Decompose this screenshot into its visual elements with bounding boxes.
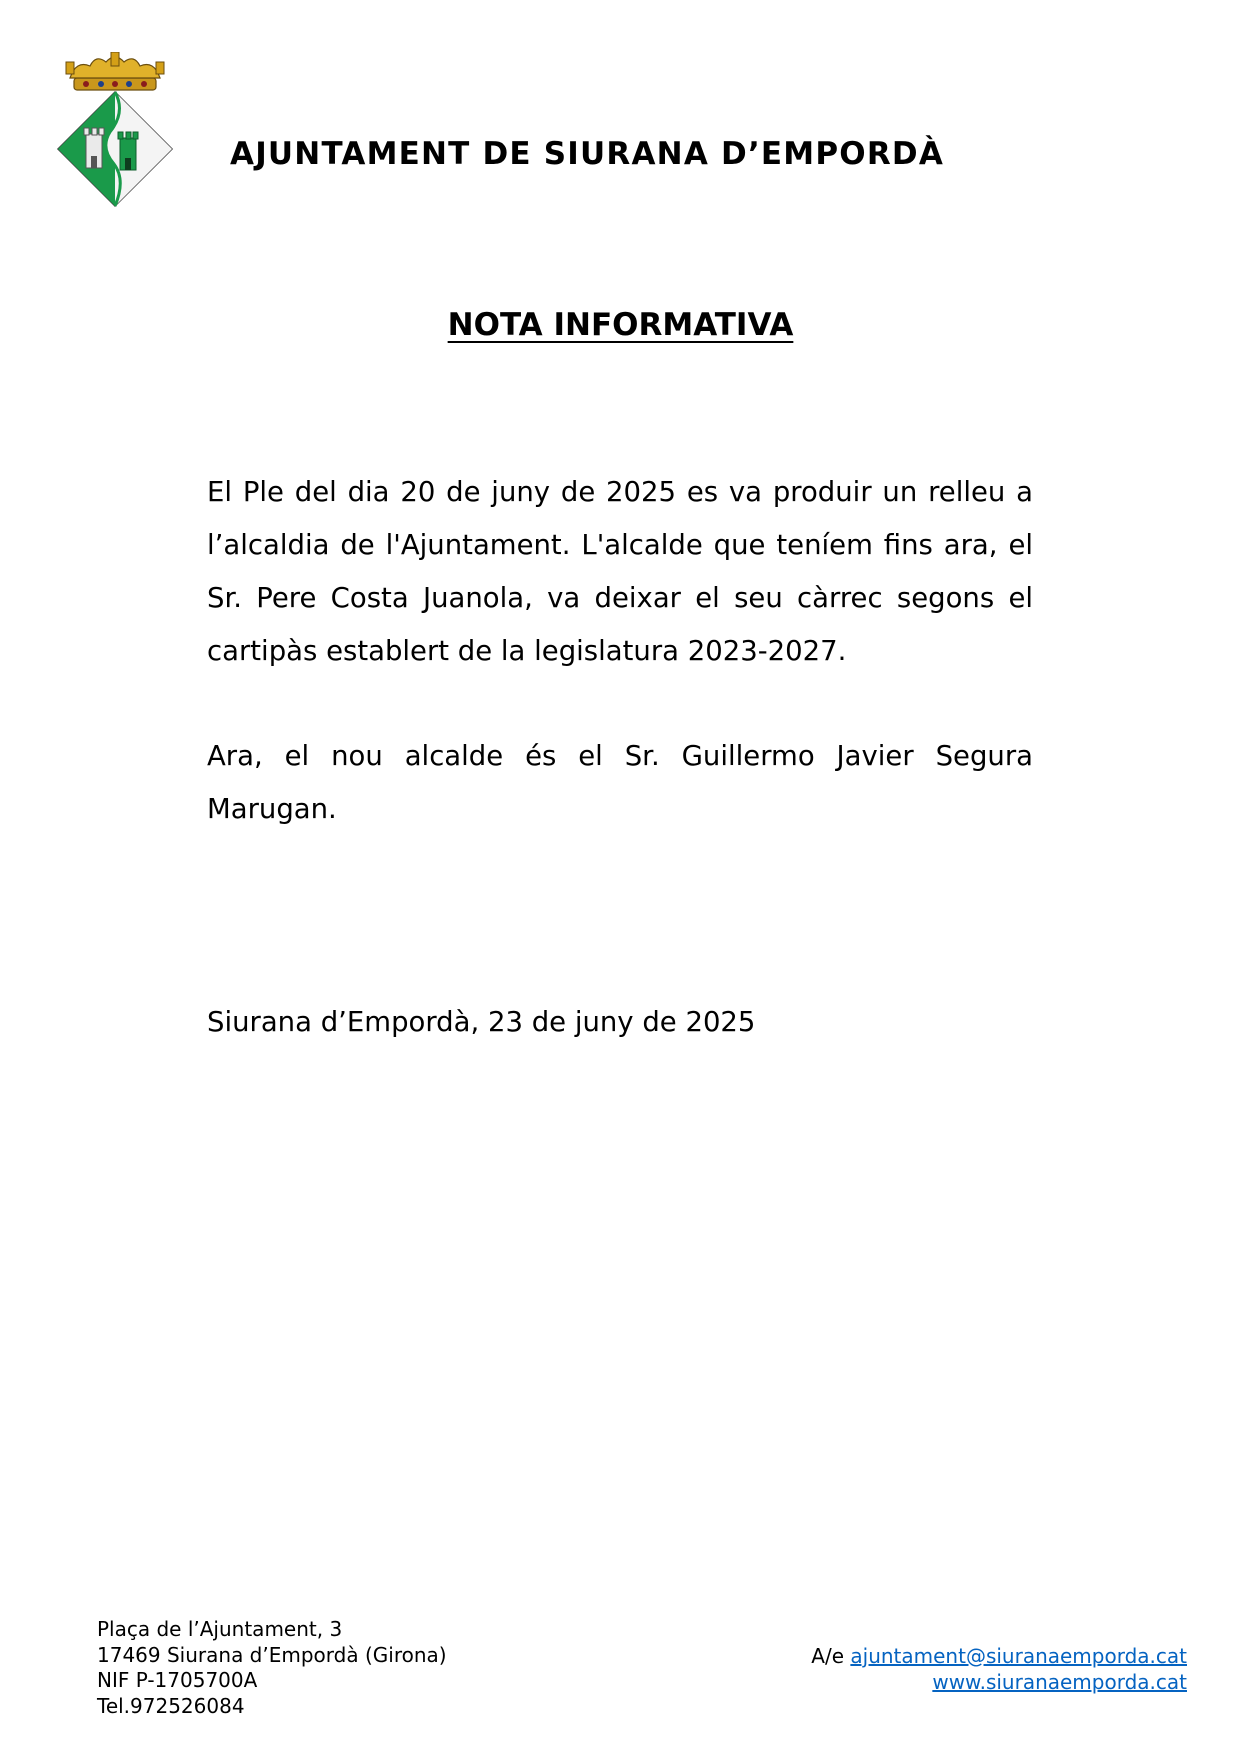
footer-website-link[interactable]: www.siuranaemporda.cat [932,1669,1187,1694]
shield-icon [58,92,172,206]
coat-of-arms-icon [56,52,176,212]
place-and-date: Siurana d’Empordà, 23 de juny de 2025 [207,1006,756,1038]
footer-phone: Tel.972526084 [97,1693,245,1718]
footer-email-link[interactable]: ajuntament@siuranaemporda.cat [850,1644,1187,1668]
footer-contact-block [811,1644,1187,1695]
coat-of-arms-logo [56,52,176,212]
body-paragraph-1: El Ple del dia 20 de juny de 2025 es va produir un relleu a l’alcaldia de l'Ajuntament. L'alcalde que teníem fins ara, el Sr. Pere Costa Juanola, va deixar el seu càrrec segons el cartipàs establert de la legislatura 2023-2027. [207,476,1033,667]
footer-nif: NIF P-1705700A [97,1668,258,1692]
footer-address-line-1: Plaça de l’Ajuntament, 3 [97,1617,343,1641]
document-title-text: NOTA INFORMATIVA [447,307,794,343]
organization-name: AJUNTAMENT DE SIURANA D’EMPORDÀ [230,136,945,172]
footer-email-prefix: A/e [811,1644,845,1668]
crown-icon [66,52,164,90]
footer-address-line-2: 17469 Siurana d’Empordà (Girona) [97,1642,447,1667]
body-paragraph-2: Ara, el nou alcalde és el Sr. Guillermo Javier Segura Marugan. [207,740,1033,825]
document-title [0,307,1241,343]
footer-address-block [97,1617,447,1719]
footer-email-line [811,1644,1187,1670]
